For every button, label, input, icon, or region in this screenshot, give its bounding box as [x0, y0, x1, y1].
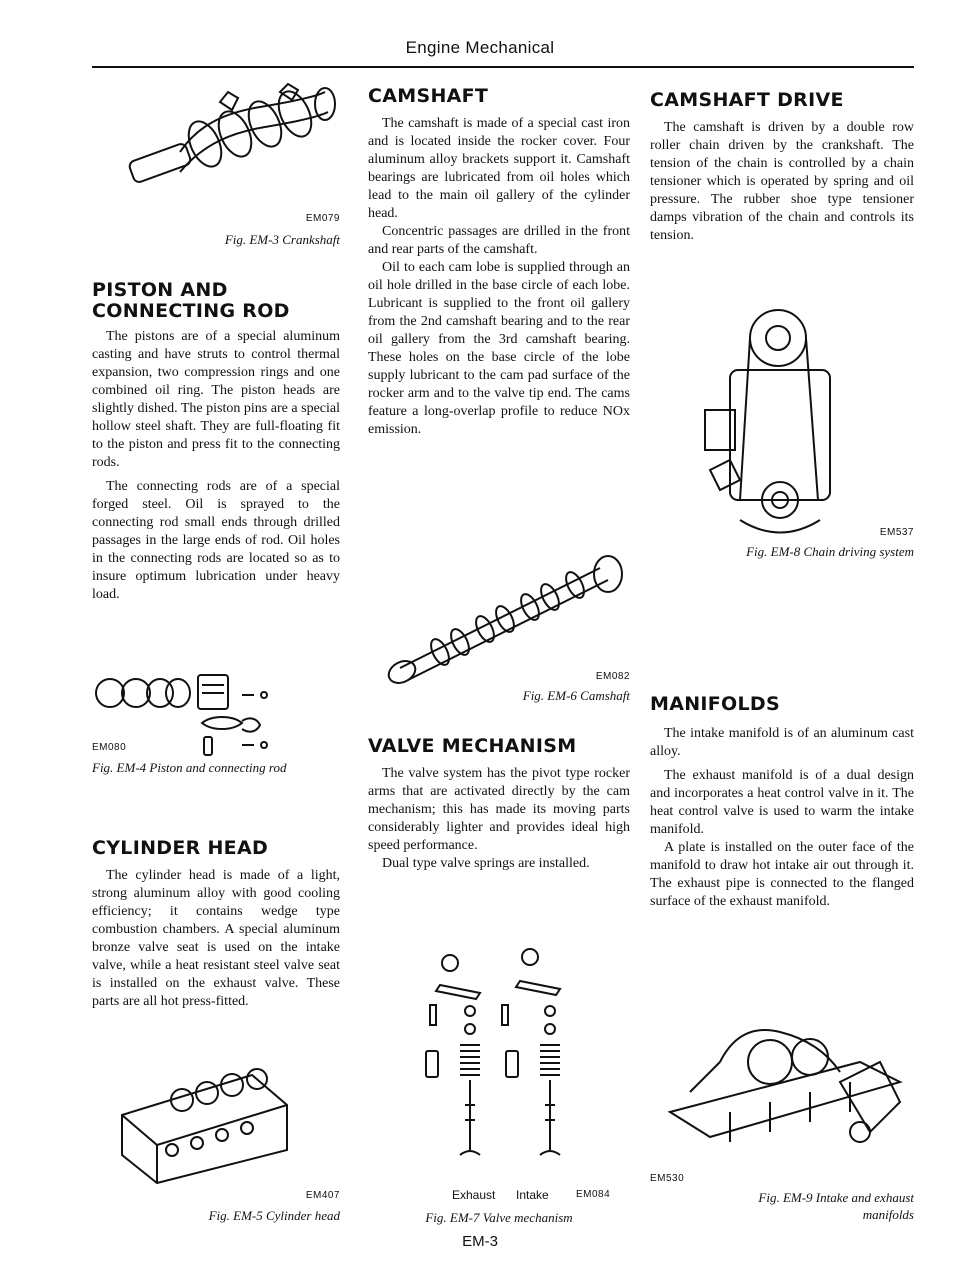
camshaft-drive-section: [650, 90, 914, 245]
chain-drive-illustration: [700, 300, 850, 540]
fig8-code: EM537: [879, 527, 914, 538]
fig9-code: EM530: [650, 1173, 685, 1184]
cylinder-section: [92, 838, 340, 1011]
piston-paragraph-1: The pistons are of a special aluminum casting and have struts to control thermal expansion, two compression rings and one combined oil ring. The piston heads are slightly dished. The piston pins are a special hollow steel shaft. They are full-floating fit to the piston and press fit to the connecting rods.: [92, 329, 340, 470]
fig3-caption: Fig. EM-3 Crankshaft: [224, 232, 340, 247]
fig6-code: EM082: [595, 671, 630, 682]
fig9-caption-2: manifolds: [862, 1207, 914, 1222]
valve-mechanism-illustration: [410, 945, 610, 1170]
cylinder-heading: CYLINDER HEAD: [92, 837, 269, 859]
fig5-code: EM407: [305, 1190, 340, 1201]
piston-heading-2: CONNECTING ROD: [92, 300, 290, 322]
cylinder-head-illustration: [112, 1055, 292, 1185]
manifolds-paragraph-3: A plate is installed on the outer face of the manifold to draw hot intake air out through it. The exhaust pipe is connected to the flanged surface of the exhaust manifold.: [650, 840, 914, 909]
fig6-caption: Fig. EM-6 Camshaft: [522, 688, 630, 703]
camshaft-paragraph-2: Concentric passages are drilled in the front and rear parts of the camshaft.: [368, 224, 630, 257]
header-rule: [92, 66, 914, 68]
manifolds-illustration: [660, 1002, 910, 1172]
fig7-caption: Fig. EM-7 Valve mechanism: [425, 1210, 573, 1225]
piston-heading-1: PISTON AND: [92, 279, 228, 301]
camshaft-paragraph-1: The camshaft is made of a special cast iron and is located inside the rocker cover. Four aluminum alloy brackets support it. Camshaft bearings are lubricated from oil holes which lead to the main oil gallery of the cylinder head.: [368, 116, 630, 221]
manifolds-heading: MANIFOLDS: [650, 693, 780, 715]
camshaft-paragraph-3: Oil to each cam lobe is supplied through an oil hole drilled in the base circle of each lobe. Lubricant is supplied to the front oil gallery from the 2nd camshaft bearing and to the rear oil gallery from the 3rd camshaft bearing. These holes on the base circle of the lobe supply lubricant to the cam pad surface of the rocker arm and to the valve tip end. The cams feature a long-overlap profile to reduce NOx emission.: [368, 260, 630, 437]
fig4-caption: Fig. EM-4 Piston and connecting rod: [92, 760, 287, 775]
camshaft-drive-paragraph-1: The camshaft is driven by a double row roller chain driven by the crankshaft. The tension of the chain is controlled by a chain tensioner which is operated by spring and oil pressure. The rubber shoe type tensioner damps vibration of the chain and controls its tension.: [650, 120, 914, 243]
fig8-caption: Fig. EM-8 Chain driving system: [746, 544, 914, 559]
piston-section: [92, 280, 340, 604]
fig5-caption: Fig. EM-5 Cylinder head: [208, 1208, 340, 1223]
fig4-code: EM080: [92, 742, 127, 753]
valve-paragraph-2: Dual type valve springs are installed.: [382, 856, 590, 871]
camshaft-heading: CAMSHAFT: [368, 85, 489, 107]
fig3-code: EM079: [305, 213, 340, 224]
exhaust-label: Exhaust: [452, 1188, 496, 1202]
crankshaft-illustration: [120, 82, 340, 202]
page-header: Engine Mechanical: [405, 38, 555, 57]
fig7-code: EM084: [576, 1189, 611, 1200]
manifolds-paragraph-1: The intake manifold is of an aluminum cast alloy.: [650, 726, 914, 759]
manifolds-paragraph-2: The exhaust manifold is of a dual design and incorporates a heat control valve in it. The heat control valve is used to warm the intake manifold.: [650, 768, 914, 837]
piston-paragraph-2: The connecting rods are of a special forged steel. Oil is sprayed to the connecting rod small ends through drilled passages in the large ends of rod. Oil holes in the connecting rods are located so as to insure optimum lubrication under heavy load.: [92, 479, 340, 602]
valve-paragraph-1: The valve system has the pivot type rocker arms that are activated directly by the cam mechanism; this has made its moving parts considerably lighter and provides ideal high speed performance.: [368, 766, 630, 853]
valve-section: [368, 736, 630, 873]
fig9-caption-1: Fig. EM-9 Intake and exhaust: [758, 1190, 914, 1205]
cylinder-paragraph-1: The cylinder head is made of a light, strong aluminum alloy with good cooling efficiency; it contains wedge type combustion chambers. A special aluminum bronze valve seat is used on the intake valve, while a heat resistant steel valve seat is installed on the exhaust valve. These parts are all hot press-fitted.: [92, 868, 340, 1009]
camshaft-drive-heading: CAMSHAFT DRIVE: [650, 89, 844, 111]
camshaft-section: [368, 86, 630, 439]
page-number: EM-3: [462, 1233, 498, 1250]
intake-label: Intake: [516, 1188, 549, 1202]
manifolds-section: [650, 694, 914, 911]
valve-heading: VALVE MECHANISM: [368, 735, 577, 757]
